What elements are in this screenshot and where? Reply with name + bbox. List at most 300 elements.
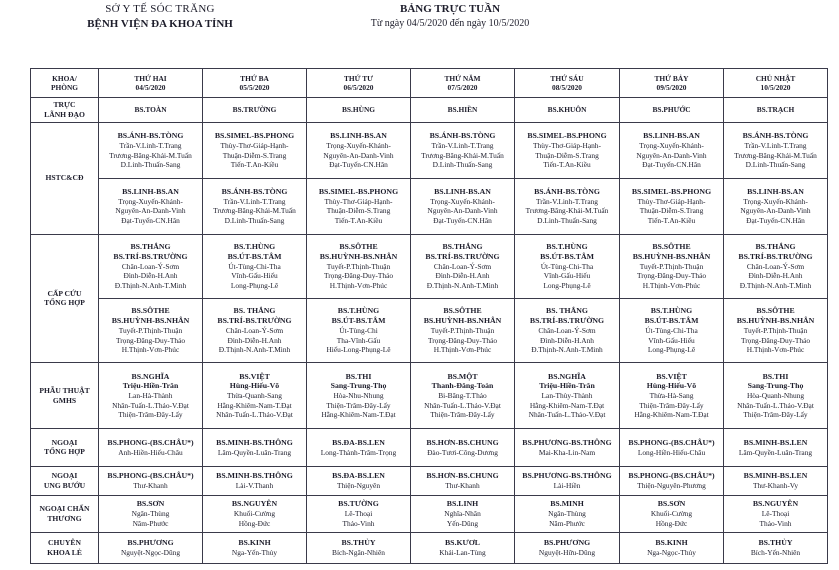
doctor-names: BS.MINH-BS.LEN <box>743 437 808 447</box>
staff-names: Thư-Khanh <box>445 480 480 490</box>
roster-body <box>31 98 828 564</box>
doctor-names: BS.NGHĨA <box>548 371 586 381</box>
staff-names: Tiến-T.An-Kiều <box>647 215 696 225</box>
duty-cell <box>203 234 307 298</box>
staff-names: Lâm-Quyền-Luân-Trang <box>217 447 292 457</box>
staff-names: Tha-Vĩnh-Gấu <box>336 335 381 345</box>
doctor-names: BS.MINH-BS.LEN <box>743 470 808 480</box>
doctor-names: BS.T.HÙNG <box>650 306 693 316</box>
duty-cell <box>203 495 307 532</box>
staff-names: Khuối-Cường <box>233 509 276 519</box>
staff-names: Trần-V.Linh-T.Trang <box>223 196 286 206</box>
day-header-sun: CHỦ NHẬT 10/5/2020 <box>724 69 828 98</box>
doctor-names: BS.PHONG-(BS.CHÂU*) <box>628 437 715 447</box>
staff-names: D.Linh-Thuấn-Sang <box>120 160 181 170</box>
doctor-names: BS.PHONG-(BS.CHÂU*) <box>628 470 715 480</box>
doctor-names: BS.THẮNG <box>130 242 171 252</box>
staff-names: Trọng-Xuyến-Khánh- <box>118 196 183 206</box>
staff-names: Nguyên-An-Danh-Vinh <box>740 206 811 216</box>
staff-names: H.Thịnh-Vơn-Phúc <box>433 345 492 355</box>
duty-cell <box>724 178 828 234</box>
staff-names: Bi-Băng-T.Thảo <box>438 391 487 401</box>
staff-names: Tuyết-P.Thịnh-Thuận <box>743 326 808 336</box>
duty-cell <box>620 532 724 563</box>
staff-names: Hòa-Quanh-Nhung <box>746 391 805 401</box>
day-header-sat: THỨ BẢY 09/5/2020 <box>620 69 724 98</box>
duty-cell <box>515 532 620 563</box>
staff-names: Đạt-Tuyến-CN.Hân <box>329 160 388 170</box>
doctor-names: BS.ĐA-BS.LEN <box>332 437 385 447</box>
dept-label <box>31 429 99 466</box>
staff-names: Trọng-Đăng-Duy-Thảo <box>427 335 498 345</box>
day-header-wed: THỨ TƯ 06/5/2020 <box>307 69 411 98</box>
doctor-names: BS.ÁNH-BS.TÒNG <box>742 131 809 141</box>
duty-cell <box>724 532 828 563</box>
dept-label-line: HSTC&CĐ <box>45 173 84 183</box>
staff-names: Út-Tùng-Chi-Tha <box>645 326 698 336</box>
staff-names: D.Linh-Thuấn-Sang <box>224 215 285 225</box>
duty-cell <box>515 234 620 298</box>
duty-cell <box>203 298 307 362</box>
doctor-names: BS.ĐA-BS.LEN <box>332 470 385 480</box>
doctor-names: BS.ÚT-BS.TÂM <box>227 252 282 262</box>
staff-names: Ngân-Thùng <box>548 509 586 519</box>
doctor-names: BS.TRÍ-BS.TRƯỜNG <box>738 252 813 262</box>
duty-cell <box>203 363 307 429</box>
doctor-names: BS.THẮNG <box>442 242 483 252</box>
staff-names: Thuận-Diễm-S.Trang <box>222 150 287 160</box>
dept-label-line: UNG BƯỚU <box>43 480 86 490</box>
staff-names: Hồng-Đức <box>238 518 271 528</box>
duty-cell <box>411 178 515 234</box>
staff-names: Trọng-Đăng-Duy-Thảo <box>636 271 707 281</box>
doctor-names: BS.SÔTHE <box>652 242 691 252</box>
staff-names: Nhân-Tuấn-L.Thảo-V.Đạt <box>216 410 293 420</box>
roster-row <box>31 363 828 429</box>
staff-names: Trương-Băng-Khải-M.Tuấn <box>734 150 817 160</box>
doctor-names: BS.TRÍ-BS.TRƯỜNG <box>529 316 605 326</box>
staff-names: Trọng-Xuyến-Khánh- <box>430 196 495 206</box>
staff-names: Tiến-T.An-Kiều <box>543 160 591 170</box>
staff-names: Ngân-Thùng <box>131 509 170 519</box>
staff-names: H.Thịnh-Vơn-Phúc <box>329 280 388 290</box>
duty-cell <box>620 466 724 495</box>
leader-cell: BS.TRẠCH <box>724 98 828 123</box>
staff-names: D.Linh-Thuấn-Sang <box>432 160 493 170</box>
doctor-names: BS.ÚT-BS.TÂM <box>331 316 386 326</box>
doctor-names: BS.HƠN-BS.CHUNG <box>426 437 499 447</box>
staff-names: Thuận-Diễm-S.Trang <box>535 150 599 160</box>
staff-names: Long-Phụng-Lê <box>230 280 279 290</box>
staff-names: Lài-V.Thanh <box>235 480 274 490</box>
dept-label <box>31 532 99 563</box>
duty-cell <box>99 363 203 429</box>
staff-names: Vĩnh-Gấu-Hiếu <box>543 271 591 281</box>
staff-names: Mai-Kha-Lin-Nam <box>538 447 596 457</box>
doctor-names: BS.THẮNG <box>755 242 796 252</box>
doctor-names: BS.TƯỜNG <box>338 499 379 509</box>
dept-label-line: THƯƠNG <box>47 513 82 523</box>
staff-names: Hòa-Nhu-Nhung <box>333 391 384 401</box>
department-of-health: SỞ Y TẾ SÓC TRĂNG <box>105 3 215 15</box>
doctor-names: BS.SIMEL-BS.PHONG <box>631 187 712 197</box>
staff-names: Nguyên-An-Danh-Vinh <box>323 150 394 160</box>
doctor-names: BS.LINH-BS.AN <box>122 187 179 197</box>
roster-row <box>31 178 828 234</box>
dept-label <box>31 363 99 429</box>
doctor-names: BS.ÁNH-BS.TÒNG <box>534 187 600 197</box>
staff-names: Thư-Khanh <box>133 480 168 490</box>
dept-label-leaders: TRỰC LÃNH ĐẠO <box>31 98 99 123</box>
staff-names: Đình-Diễn-H.Anh <box>227 335 282 345</box>
leader-cell: BS.PHƯỚC <box>620 98 724 123</box>
dept-label-line: NGOẠI <box>51 437 78 447</box>
staff-names: Thảo-Vinh <box>759 518 792 528</box>
doctor-names: BS.SÔTHE <box>339 242 378 252</box>
day-header-mon: THỨ HAI 04/5/2020 <box>99 69 203 98</box>
doctor-names: BS.PHƯƠNG <box>127 538 174 548</box>
staff-names: Long-Hiền-Hiếu-Châu <box>637 447 706 457</box>
staff-names: Nguyên-An-Danh-Vinh <box>115 206 186 216</box>
doctor-names: BS.ÚT-BS.TÂM <box>540 252 594 262</box>
staff-names: Trương-Băng-Khải-M.Tuấn <box>421 150 504 160</box>
duty-cell <box>99 466 203 495</box>
doctor-names: BS.T.HÙNG <box>546 242 588 252</box>
staff-names: Khải-Lan-Tùng <box>439 548 486 558</box>
organization-header <box>60 3 260 30</box>
duty-roster-table <box>30 68 828 564</box>
doctor-names: BS.HUỲNH-BS.NHÂN <box>319 252 398 262</box>
staff-names: Chân-Loan-Ý-Sơm <box>433 262 492 272</box>
doctor-names: BS.SIMEL-BS.PHONG <box>318 187 399 197</box>
duty-cell <box>411 495 515 532</box>
duty-cell <box>203 122 307 178</box>
leader-cell: BS.HÙNG <box>307 98 411 123</box>
staff-names: Út-Tùng-Chi-Tha <box>540 262 594 272</box>
staff-names: Đào-Tươi-Công-Dương <box>427 447 498 457</box>
staff-names: H.Thịnh-Vơn-Phúc <box>121 345 180 355</box>
leader-row <box>31 98 828 123</box>
doctor-names: BS. THẮNG <box>233 306 276 316</box>
staff-names: Thiện-Trâm-Đây-Lấy <box>743 410 808 420</box>
duty-cell <box>99 495 203 532</box>
duty-cell <box>307 495 411 532</box>
dept-label-line: NGOẠI CHẤN <box>39 503 90 513</box>
staff-names: Chân-Loan-Ý-Sơm <box>121 262 180 272</box>
staff-names: Trọng-Xuyến-Khánh- <box>326 141 391 151</box>
staff-names: Tiến-T.An-Kiều <box>230 160 279 170</box>
leader-cell: BS.TRƯỜNG <box>203 98 307 123</box>
doctor-names: BS.ÚT-BS.TÂM <box>644 316 699 326</box>
doctor-names: Sang-Trung-Thọ <box>747 381 804 391</box>
staff-names: Tuyết-P.Thịnh-Thuận <box>326 262 391 272</box>
duty-cell <box>307 532 411 563</box>
staff-names: Long-Thành-Trâm-Trọng <box>320 447 397 457</box>
doctor-names: BS.LINH <box>446 499 479 509</box>
doctor-names: Sang-Trung-Thọ <box>330 381 387 391</box>
doctor-names: BS.PHƯƠNG-BS.THÔNG <box>522 437 612 447</box>
doctor-names: BS.KINH <box>655 538 688 548</box>
staff-names: Lê-Thoại <box>344 509 373 519</box>
duty-cell <box>724 466 828 495</box>
dept-label <box>31 466 99 495</box>
duty-cell <box>620 234 724 298</box>
doctor-names: BS.HUỲNH-BS.NHÂN <box>423 316 502 326</box>
roster-row <box>31 122 828 178</box>
duty-cell <box>411 122 515 178</box>
staff-names: Trọng-Đăng-Duy-Thảo <box>115 335 186 345</box>
staff-names: Thiện-Trâm-Đây-Lấy <box>639 400 704 410</box>
dept-label-line: KHOA LẺ <box>47 547 82 557</box>
doctor-names: BS.T.HÙNG <box>337 306 380 316</box>
staff-names: Trần-V.Linh-T.Trang <box>744 141 807 151</box>
staff-names: Tiến-T.An-Kiều <box>334 215 383 225</box>
doctor-names: BS.PHƯƠNG <box>543 538 591 548</box>
duty-cell <box>515 178 620 234</box>
staff-names: Đ.Thịnh-N.Anh-T.Minh <box>114 280 187 290</box>
duty-cell <box>203 532 307 563</box>
doctor-names: BS.TRÍ-BS.TRƯỜNG <box>217 316 292 326</box>
duty-cell <box>99 429 203 466</box>
staff-names: Thùy-Thơ-Giáp-Hạnh- <box>220 141 289 151</box>
day-header-fri: THỨ SÁU 08/5/2020 <box>515 69 620 98</box>
staff-names: Hiếu-Long-Phụng-Lê <box>326 345 391 355</box>
staff-names: Năm-Phước <box>549 518 585 528</box>
doctor-names: BS.SÔTHE <box>131 306 170 316</box>
duty-cell <box>620 122 724 178</box>
staff-names: Chân-Loan-Ý-Sơm <box>538 326 596 336</box>
staff-names: Đạt-Tuyến-CN.Hân <box>746 215 805 225</box>
doctor-names: BS.NGHĨA <box>131 371 170 381</box>
doctor-names: BS.LINH-BS.AN <box>330 131 387 141</box>
staff-names: Nhân-Tuấn-L.Thảo-V.Đạt <box>424 400 501 410</box>
doctor-names: BS.TRÍ-BS.TRƯỜNG <box>113 252 188 262</box>
day-header-row <box>31 69 828 98</box>
staff-names: Út-Tùng-Chi <box>339 326 378 336</box>
staff-names: Chân-Loan-Ý-Sơm <box>746 262 805 272</box>
staff-names: Nhân-Tuấn-L.Thảo-V.Đạt <box>528 410 606 420</box>
duty-cell <box>411 298 515 362</box>
staff-names: Thừa-Hà-Sang <box>649 391 694 401</box>
doctor-names: BS. THẮNG <box>546 306 588 316</box>
duty-cell <box>203 178 307 234</box>
duty-cell <box>203 429 307 466</box>
doctor-names: BS.PHONG-(BS.CHÂU*) <box>107 470 194 480</box>
duty-cell <box>307 466 411 495</box>
staff-names: Thiện-Nguyên-Phương <box>637 480 706 490</box>
staff-names: Đình-Diễn-H.Anh <box>435 271 490 281</box>
dept-label-line: NGOẠI <box>51 470 78 480</box>
doctor-names: Triệu-Hiền-Trân <box>122 381 179 391</box>
duty-cell <box>203 466 307 495</box>
duty-cell <box>620 495 724 532</box>
staff-names: Trần-V.Linh-T.Trang <box>535 196 598 206</box>
duty-cell <box>620 429 724 466</box>
staff-names: Lài-Hiền <box>553 480 581 490</box>
duty-cell <box>515 495 620 532</box>
staff-names: Lâm-Quyền-Luân-Trang <box>738 447 813 457</box>
duty-cell <box>307 298 411 362</box>
document-title: BẢNG TRỰC TUẦN <box>399 3 501 15</box>
staff-names: Khuối-Cường <box>650 509 693 519</box>
staff-names: Hằng-Khiêm-Nam-T.Đạt <box>321 410 396 420</box>
duty-cell <box>620 298 724 362</box>
staff-names: Thuận-Diễm-S.Trang <box>639 206 704 216</box>
staff-names: Lan-Hà-Thành <box>128 391 173 401</box>
staff-names: Đình-Diễn-H.Anh <box>123 271 178 281</box>
duty-cell <box>724 495 828 532</box>
duty-cell <box>99 532 203 563</box>
staff-names: Hằng-Khiêm-Nam-T.Đạt <box>217 400 292 410</box>
dept-label-line: TỔNG HỢP <box>44 298 85 308</box>
staff-names: Trần-V.Linh-T.Trang <box>119 141 182 151</box>
doctor-names: Hùng-Hiếu-Võ <box>646 381 697 391</box>
duty-cell <box>724 363 828 429</box>
roster-row <box>31 298 828 362</box>
staff-names: Thùy-Thơ-Giáp-Hạnh- <box>533 141 601 151</box>
hospital-name: BỆNH VIỆN ĐA KHOA TỈNH <box>87 18 233 30</box>
staff-names: Thiện-Trâm-Đây-Lấy <box>118 410 183 420</box>
dept-label <box>31 122 99 234</box>
staff-names: Thiện-Trâm-Đây-Lấy <box>326 400 391 410</box>
duty-cell <box>411 234 515 298</box>
staff-names: Nghĩa-Nhân <box>444 509 481 519</box>
doctor-names: BS.HUỲNH-BS.NHÂN <box>111 316 190 326</box>
dept-label-line: CHUYÊN <box>48 538 81 548</box>
staff-names: Đình-Diễn-H.Anh <box>748 271 803 281</box>
staff-names: H.Thịnh-Vơn-Phúc <box>746 345 805 355</box>
doctor-names: Hùng-Hiếu-Võ <box>229 381 280 391</box>
staff-names: Nga-Ngọc-Thủy <box>647 548 696 558</box>
staff-names: Thiện-Trâm-Đây-Lấy <box>430 410 495 420</box>
doctor-names: BS.NGUYÊN <box>752 499 799 509</box>
doctor-names: BS.LINH-BS.AN <box>747 187 804 197</box>
duty-cell <box>99 298 203 362</box>
staff-names: Thiện-Nguyên <box>336 480 381 490</box>
duty-cell <box>724 429 828 466</box>
duty-cell <box>515 298 620 362</box>
staff-names: Trọng-Đăng-Duy-Thảo <box>323 271 394 281</box>
duty-cell <box>620 178 724 234</box>
duty-cell <box>620 363 724 429</box>
duty-cell <box>99 178 203 234</box>
staff-names: D.Linh-Thuấn-Sang <box>537 215 597 225</box>
doctor-names: BS.MỘT <box>447 371 478 381</box>
duty-cell <box>411 532 515 563</box>
doctor-names: BS.SƠN <box>136 499 165 509</box>
duty-cell <box>515 122 620 178</box>
staff-names: Lan-Thùy-Thành <box>541 391 593 401</box>
staff-names: Nguyệt-Hữu-Dũng <box>538 548 596 558</box>
doctor-names: BS.PHƯƠNG-BS.THÔNG <box>522 470 612 480</box>
doctor-names: BS.SÔTHE <box>756 306 795 316</box>
doctor-names: BS.PHONG-(BS.CHÂU*) <box>107 437 194 447</box>
leader-cell: BS.TOÀN <box>99 98 203 123</box>
staff-names: Đạt-Tuyến-CN.Hân <box>642 160 701 170</box>
duty-cell <box>724 122 828 178</box>
doctor-names: BS.T.HÙNG <box>233 242 276 252</box>
doctor-names: BS.VIỆT <box>656 371 687 381</box>
staff-names: Thùy-Thơ-Giáp-Hạnh- <box>324 196 393 206</box>
staff-names: Hồng-Đức <box>655 518 688 528</box>
doctor-names: BS.NGUYÊN <box>231 499 278 509</box>
staff-names: Vĩnh-Gấu-Hiếu <box>231 271 278 281</box>
roster-row <box>31 429 828 466</box>
doctor-names: BS.MINH-BS.THÔNG <box>216 437 293 447</box>
doctor-names: BS.THỦY <box>341 538 376 548</box>
staff-names: Út-Tùng-Chi-Tha <box>228 262 281 272</box>
dept-label <box>31 234 99 362</box>
duty-cell <box>411 363 515 429</box>
staff-names: Yến-Dũng <box>446 518 479 528</box>
staff-names: Chân-Loan-Ý-Sơm <box>225 326 284 336</box>
duty-cell <box>307 178 411 234</box>
staff-names: Trọng-Xuyến-Khánh- <box>639 141 704 151</box>
duty-cell <box>515 363 620 429</box>
staff-names: Long-Phụng-Lê <box>647 345 696 355</box>
roster-row <box>31 466 828 495</box>
staff-names: Nguyệt-Ngọc-Dũng <box>120 548 181 558</box>
staff-names: Anh-Hiền-Hiếu-Châu <box>118 447 183 457</box>
doctor-names: BS.THỦY <box>758 538 793 548</box>
department-column-header: KHOA/ PHÒNG <box>31 69 99 98</box>
duty-cell <box>307 363 411 429</box>
doctor-names: BS.HUỲNH-BS.NHÂN <box>736 316 815 326</box>
staff-names: Tuyết-P.Thịnh-Thuận <box>639 262 704 272</box>
roster-row <box>31 532 828 563</box>
duty-cell <box>724 298 828 362</box>
doctor-names: BS.TRÍ-BS.TRƯỜNG <box>425 252 500 262</box>
roster-row <box>31 234 828 298</box>
staff-names: Nga-Yến-Thủy <box>231 548 278 558</box>
leader-cell: BS.HIỀN <box>411 98 515 123</box>
staff-names: Thuận-Diễm-S.Trang <box>326 206 391 216</box>
dept-label-line: PHẪU THUẬT <box>39 385 90 395</box>
duty-cell <box>307 122 411 178</box>
staff-names: Đạt-Tuyến-CN.Hân <box>433 215 492 225</box>
doctor-names: BS.ÁNH-BS.TÒNG <box>117 131 184 141</box>
document-title-block <box>330 3 570 29</box>
doctor-names: BS.MINH <box>550 499 584 509</box>
staff-names: Nhân-Tuấn-L.Thảo-V.Đạt <box>112 400 189 410</box>
doctor-names: Triệu-Hiền-Trân <box>539 381 595 391</box>
doctor-names: BS.LINH-BS.AN <box>434 187 491 197</box>
staff-names: Trương-Băng-Khải-M.Tuấn <box>525 206 609 216</box>
doctor-names: BS.HƠN-BS.CHUNG <box>426 470 499 480</box>
duty-cell <box>724 234 828 298</box>
staff-names: H.Thịnh-Vơn-Phúc <box>642 280 701 290</box>
staff-names: Hằng-Khiêm-Nam-T.Đạt <box>634 410 709 420</box>
dept-label-line: GMHS <box>52 395 77 405</box>
duty-cell <box>307 429 411 466</box>
doctor-names: BS.LINH-BS.AN <box>643 131 700 141</box>
doctor-names: BS.ÁNH-BS.TÒNG <box>221 187 288 197</box>
doctor-names: BS.MINH-BS.THÔNG <box>216 470 293 480</box>
staff-names: Đ.Thịnh-N.Anh-T.Minh <box>739 280 812 290</box>
staff-names: Lê-Thoại <box>761 509 790 519</box>
duty-cell <box>411 466 515 495</box>
day-header-thu: THỨ NĂM 07/5/2020 <box>411 69 515 98</box>
staff-names: Thư-Khanh-Vy <box>752 480 799 490</box>
staff-names: Nhân-Tuấn-L.Thảo-V.Đạt <box>737 400 814 410</box>
staff-names: Trần-V.Linh-T.Trang <box>431 141 494 151</box>
doctor-names: BS.ÁNH-BS.TÒNG <box>429 131 496 141</box>
doctor-names: BS.SIMEL-BS.PHONG <box>214 131 295 141</box>
staff-names: Hằng-Khiêm-Nam-T.Đạt <box>529 400 605 410</box>
roster-row <box>31 495 828 532</box>
staff-names: D.Linh-Thuấn-Sang <box>745 160 806 170</box>
duty-cell <box>515 466 620 495</box>
